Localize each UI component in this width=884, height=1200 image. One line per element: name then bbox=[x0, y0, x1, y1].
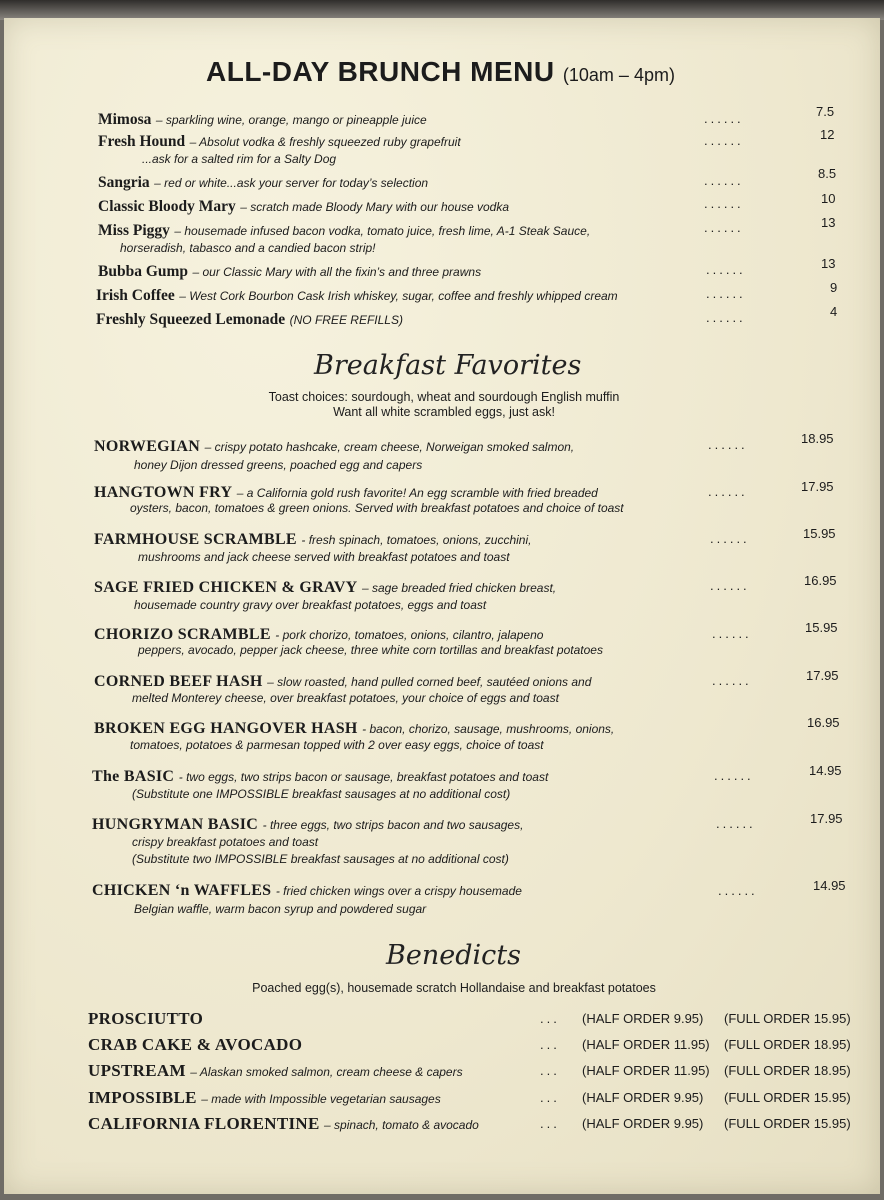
drink-item bbox=[98, 198, 509, 216]
drink-item bbox=[98, 111, 427, 129]
drink-desc: – Absolut vodka & freshly squeezed ruby grapefruit bbox=[189, 135, 461, 149]
breakfast-item bbox=[94, 438, 574, 456]
breakfast-name: BROKEN EGG HANGOVER HASH bbox=[94, 720, 358, 737]
dot-leader: ...... bbox=[706, 262, 746, 277]
breakfast-name: CHICKEN ‘n WAFFLES bbox=[92, 882, 272, 899]
breakfast-price: 17.95 bbox=[806, 668, 839, 683]
drink-desc: – sparkling wine, orange, mango or pineapple juice bbox=[155, 113, 427, 127]
benedict-full-price: (FULL ORDER 15.95) bbox=[724, 1011, 851, 1026]
breakfast-desc-2: Belgian waffle, warm bacon syrup and powdered sugar bbox=[134, 902, 427, 916]
benedict-full-price: (FULL ORDER 18.95) bbox=[724, 1037, 851, 1052]
benedict-full-price: (FULL ORDER 15.95) bbox=[724, 1116, 851, 1131]
benedict-name: UPSTREAM bbox=[88, 1061, 186, 1080]
dot-leader: ...... bbox=[712, 626, 752, 641]
benedict-desc: – made with Impossible vegetarian sausages bbox=[201, 1092, 441, 1106]
benedict-name: CRAB CAKE & AVOCADO bbox=[88, 1035, 303, 1054]
breakfast-desc: - pork chorizo, tomatoes, onions, cilantro, jalapeno bbox=[275, 628, 544, 642]
breakfast-desc: – slow roasted, hand pulled corned beef, sautéed onions and bbox=[267, 675, 592, 689]
breakfast-desc-2: tomatoes, potatoes & parmesan topped with 2 over easy eggs, choice of toast bbox=[130, 738, 544, 752]
dot-leader: ... bbox=[540, 1090, 560, 1105]
breakfast-name: The BASIC bbox=[92, 768, 175, 785]
breakfast-price: 18.95 bbox=[801, 431, 834, 446]
benedict-desc: – spinach, tomato & avocado bbox=[324, 1118, 479, 1132]
breakfast-desc: - fresh spinach, tomatoes, onions, zucchini, bbox=[301, 533, 532, 547]
breakfast-name: CHORIZO SCRAMBLE bbox=[94, 626, 271, 643]
breakfast-item bbox=[94, 579, 556, 597]
breakfast-item bbox=[92, 882, 522, 900]
dot-leader: ...... bbox=[704, 196, 744, 211]
breakfast-name: HUNGRYMAN BASIC bbox=[92, 816, 259, 833]
drink-name: Miss Piggy bbox=[98, 222, 170, 239]
breakfast-desc-2: (Substitute one IMPOSSIBLE breakfast sausages at no additional cost) bbox=[132, 787, 511, 801]
breakfast-desc: – sage breaded fried chicken breast, bbox=[362, 581, 557, 595]
drink-item bbox=[98, 133, 461, 151]
breakfast-name: HANGTOWN FRY bbox=[94, 484, 233, 501]
benedicts-heading: Benedicts bbox=[386, 940, 521, 971]
benedict-half-price: (HALF ORDER 9.95) bbox=[582, 1090, 704, 1105]
drink-price: 8.5 bbox=[818, 166, 837, 181]
photo-top-edge bbox=[0, 0, 884, 20]
drink-item bbox=[96, 287, 618, 305]
dot-leader: ...... bbox=[704, 220, 744, 235]
dot-leader: ... bbox=[540, 1063, 560, 1078]
benedict-half-price: (HALF ORDER 9.95) bbox=[582, 1011, 704, 1026]
dot-leader: ...... bbox=[712, 673, 752, 688]
drink-price: 4 bbox=[830, 304, 838, 319]
breakfast-desc-3: (Substitute two IMPOSSIBLE breakfast sausages at no additional cost) bbox=[132, 852, 509, 866]
drink-price: 13 bbox=[821, 215, 836, 230]
drink-name: Mimosa bbox=[98, 111, 152, 128]
dot-leader: ...... bbox=[706, 286, 746, 301]
breakfast-item bbox=[94, 626, 543, 644]
benedict-half-price: (HALF ORDER 11.95) bbox=[582, 1063, 710, 1078]
drink-name: Freshly Squeezed Lemonade bbox=[96, 311, 286, 328]
breakfast-note-1: Toast choices: sourdough, wheat and sourdough English muffin bbox=[268, 390, 620, 404]
breakfast-item bbox=[94, 673, 591, 691]
dot-leader: ... bbox=[540, 1116, 560, 1131]
dot-leader: ... bbox=[540, 1037, 560, 1052]
drink-price: 12 bbox=[820, 127, 835, 142]
breakfast-price: 16.95 bbox=[807, 715, 840, 730]
drink-desc: – West Cork Bourbon Cask Irish whiskey, sugar, coffee and freshly whipped cream bbox=[179, 289, 618, 303]
drink-name: Irish Coffee bbox=[96, 287, 175, 304]
benedict-half-price: (HALF ORDER 11.95) bbox=[582, 1037, 710, 1052]
breakfast-desc: – a California gold rush favorite! An egg scramble with fried breaded bbox=[236, 486, 598, 500]
benedict-item bbox=[88, 1035, 302, 1055]
benedict-item bbox=[88, 1009, 203, 1029]
drink-desc-2: horseradish, tabasco and a candied bacon strip! bbox=[120, 241, 376, 255]
breakfast-desc: - bacon, chorizo, sausage, mushrooms, onions, bbox=[362, 722, 615, 736]
breakfast-price: 16.95 bbox=[804, 573, 837, 588]
breakfast-item bbox=[92, 768, 548, 786]
breakfast-note-2: Want all white scrambled eggs, just ask! bbox=[333, 405, 555, 419]
breakfast-name: NORWEGIAN bbox=[94, 438, 201, 455]
benedict-item bbox=[88, 1088, 441, 1108]
dot-leader: ...... bbox=[704, 173, 744, 188]
breakfast-desc-2: crispy breakfast potatoes and toast bbox=[132, 835, 319, 849]
breakfast-desc: – crispy potato hashcake, cream cheese, Norweigan smoked salmon, bbox=[204, 440, 575, 454]
breakfast-item bbox=[94, 531, 531, 549]
breakfast-price: 17.95 bbox=[810, 811, 843, 826]
dot-leader: ...... bbox=[706, 310, 746, 325]
drink-name: Fresh Hound bbox=[98, 133, 186, 150]
breakfast-desc-2: melted Monterey cheese, over breakfast potatoes, your choice of eggs and toast bbox=[132, 691, 559, 705]
dot-leader: ...... bbox=[710, 531, 750, 546]
breakfast-desc-2: peppers, avocado, pepper jack cheese, three white corn tortillas and breakfast potatoes bbox=[138, 643, 603, 657]
drink-price: 10 bbox=[821, 191, 836, 206]
dot-leader: ...... bbox=[704, 111, 744, 126]
drink-desc: – our Classic Mary with all the fixin’s and three prawns bbox=[192, 265, 482, 279]
breakfast-price: 15.95 bbox=[803, 526, 836, 541]
benedict-name: IMPOSSIBLE bbox=[88, 1088, 197, 1107]
breakfast-name: SAGE FRIED CHICKEN & GRAVY bbox=[94, 579, 358, 596]
drink-price: 13 bbox=[821, 256, 836, 271]
drink-price: 7.5 bbox=[816, 104, 835, 119]
dot-leader: ...... bbox=[708, 484, 748, 499]
drink-desc: – red or white...ask your server for today’s selection bbox=[154, 176, 429, 190]
drink-item bbox=[98, 263, 481, 281]
dot-leader: ...... bbox=[718, 883, 758, 898]
breakfast-desc: - three eggs, two strips bacon and two sausages, bbox=[262, 818, 524, 832]
dot-leader: ...... bbox=[704, 133, 744, 148]
menu-title bbox=[206, 56, 675, 88]
dot-leader: ...... bbox=[710, 578, 750, 593]
breakfast-price: 15.95 bbox=[805, 620, 838, 635]
drink-item bbox=[98, 222, 590, 240]
benedict-name: CALIFORNIA FLORENTINE bbox=[88, 1114, 320, 1133]
drink-desc: (NO FREE REFILLS) bbox=[289, 313, 403, 327]
breakfast-desc-2: oysters, bacon, tomatoes & green onions. Served with breakfast potatoes and choice of toast bbox=[130, 501, 624, 515]
dot-leader: ... bbox=[540, 1011, 560, 1026]
menu-hours: (10am – 4pm) bbox=[562, 65, 675, 85]
dot-leader: ...... bbox=[714, 768, 754, 783]
benedicts-note: Poached egg(s), housemade scratch Hollandaise and breakfast potatoes bbox=[252, 981, 656, 995]
benedict-item bbox=[88, 1114, 479, 1134]
breakfast-name: CORNED BEEF HASH bbox=[94, 673, 263, 690]
benedict-full-price: (FULL ORDER 18.95) bbox=[724, 1063, 851, 1078]
drink-item bbox=[96, 311, 403, 329]
drink-desc-2: ...ask for a salted rim for a Salty Dog bbox=[142, 152, 337, 166]
breakfast-desc-2: housemade country gravy over breakfast potatoes, eggs and toast bbox=[134, 598, 487, 612]
breakfast-desc: - two eggs, two strips bacon or sausage, breakfast potatoes and toast bbox=[178, 770, 549, 784]
drink-name: Classic Bloody Mary bbox=[98, 198, 236, 215]
benedict-item bbox=[88, 1061, 463, 1081]
breakfast-price: 14.95 bbox=[809, 763, 842, 778]
breakfast-item bbox=[94, 720, 614, 738]
dot-leader: ...... bbox=[708, 437, 748, 452]
breakfast-price: 14.95 bbox=[813, 878, 846, 893]
drink-item bbox=[98, 174, 428, 192]
dot-leader: ...... bbox=[716, 816, 756, 831]
breakfast-heading: Breakfast Favorites bbox=[314, 350, 582, 381]
breakfast-desc-2: mushrooms and jack cheese served with breakfast potatoes and toast bbox=[138, 550, 510, 564]
benedict-half-price: (HALF ORDER 9.95) bbox=[582, 1116, 704, 1131]
drink-desc: – housemade infused bacon vodka, tomato juice, fresh lime, A-1 Steak Sauce, bbox=[174, 224, 591, 238]
drink-name: Sangria bbox=[98, 174, 150, 191]
benedict-desc: – Alaskan smoked salmon, cream cheese & capers bbox=[190, 1065, 463, 1079]
breakfast-price: 17.95 bbox=[801, 479, 834, 494]
drink-name: Bubba Gump bbox=[98, 263, 189, 280]
breakfast-item bbox=[94, 484, 598, 502]
breakfast-name: FARMHOUSE SCRAMBLE bbox=[94, 531, 297, 548]
breakfast-desc: - fried chicken wings over a crispy housemade bbox=[275, 884, 522, 898]
menu-page bbox=[4, 18, 880, 1194]
benedict-name: PROSCIUTTO bbox=[88, 1009, 204, 1028]
drink-price: 9 bbox=[830, 280, 838, 295]
breakfast-desc-2: honey Dijon dressed greens, poached egg and capers bbox=[134, 458, 423, 472]
breakfast-item bbox=[92, 816, 523, 834]
benedict-full-price: (FULL ORDER 15.95) bbox=[724, 1090, 851, 1105]
menu-title-text: ALL-DAY BRUNCH MENU bbox=[206, 56, 555, 87]
drink-desc: – scratch made Bloody Mary with our house vodka bbox=[240, 200, 510, 214]
